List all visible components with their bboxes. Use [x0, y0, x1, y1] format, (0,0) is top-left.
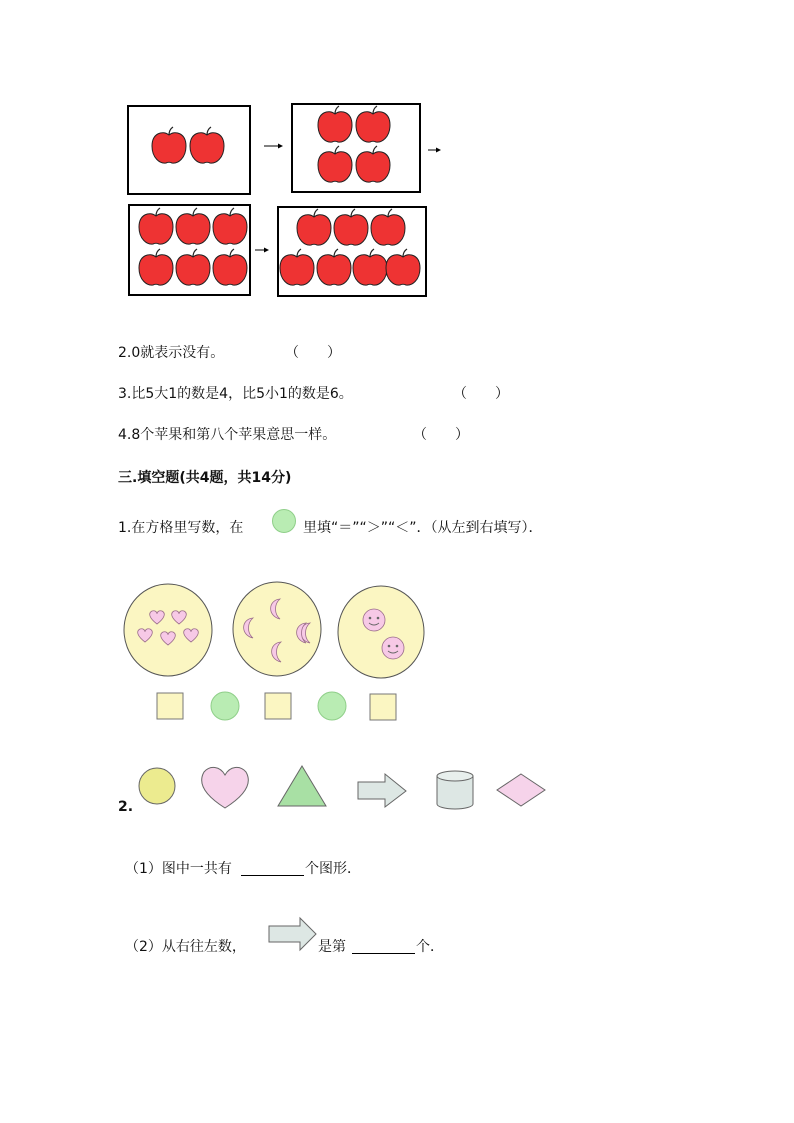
question-text: 8个苹果和第八个苹果意思一样。 [131, 427, 337, 443]
cylinder-icon [437, 771, 473, 809]
sub-question-2-tail: 个． [416, 939, 444, 955]
question-2 [118, 343, 224, 363]
fill-question-1 [118, 518, 243, 538]
sub-question-2-mid: 是第 [318, 939, 346, 955]
sub-question-1 [125, 859, 232, 879]
diamond-icon [497, 774, 545, 806]
fill-question-1-tail: 里填“＝”“＞”“＜”．（从左到右填写）． [303, 520, 543, 536]
answer-square-2[interactable] [265, 693, 291, 719]
smiley-icon [382, 637, 404, 659]
answer-square-3[interactable] [370, 694, 396, 720]
apple-figure [0, 0, 794, 320]
shapes-row [0, 760, 794, 820]
green-circle-icon [271, 508, 297, 534]
question-number: 2. [118, 799, 134, 815]
sub-question-text: （1）图中一共有 [125, 861, 232, 877]
sub-question-1-tail: 个图形． [305, 861, 361, 877]
question-number: 1. [118, 520, 132, 536]
triangle-icon [278, 766, 326, 806]
question-text: 在方格里写数，在 [131, 520, 244, 536]
section-heading: 三.填空题(共4题，共14分) [118, 470, 292, 486]
question-number: 2. [118, 345, 132, 361]
answer-blank-2[interactable] [352, 953, 415, 954]
answer-circle-2[interactable] [318, 692, 346, 720]
question-3 [118, 384, 353, 404]
question-4 [118, 425, 336, 445]
question-text: 0就表示没有。 [131, 345, 225, 361]
apple-box-2 [292, 104, 420, 192]
apple-box-1 [128, 106, 250, 194]
question-number: 3. [118, 386, 132, 402]
oval-hearts [124, 584, 212, 676]
arrow-icon [268, 917, 318, 951]
heart-icon [202, 767, 249, 808]
answer-paren-4[interactable]: （ ） [413, 427, 469, 443]
answer-blank-1[interactable] [241, 875, 304, 876]
answer-paren-2[interactable]: （ ） [285, 345, 341, 361]
circle-icon [139, 768, 175, 804]
smiley-icon [363, 609, 385, 631]
oval-smileys [338, 586, 424, 678]
question-number: 4. [118, 427, 132, 443]
answer-circle-1[interactable] [211, 692, 239, 720]
question-text: 比5大1的数是4，比5小1的数是6。 [131, 386, 353, 402]
comparison-figure [0, 575, 794, 755]
answer-paren-3[interactable]: （ ） [453, 386, 509, 402]
arrow-icon [358, 774, 406, 807]
answer-square-1[interactable] [157, 693, 183, 719]
sub-question-2: （2）从右往左数， [125, 939, 246, 955]
